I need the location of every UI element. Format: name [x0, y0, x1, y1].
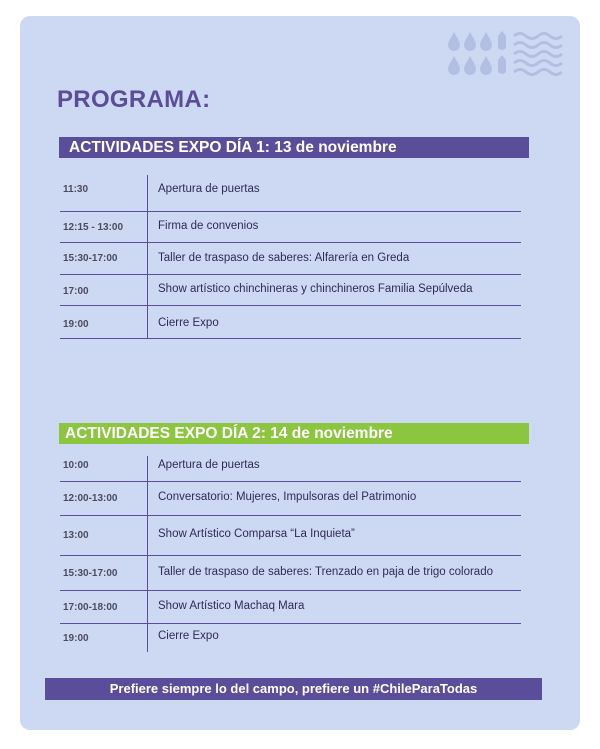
row-time: 12:00-13:00 [63, 493, 118, 504]
row-activity: Show Artístico Machaq Mara [158, 600, 305, 612]
row-activity: Cierre Expo [158, 317, 219, 329]
day1-schedule [60, 175, 521, 339]
row-time: 17:00 [63, 286, 89, 297]
row-time: 19:00 [63, 319, 89, 330]
day2-header: ACTIVIDADES EXPO DÍA 2: 14 de noviembre [59, 423, 529, 444]
row-time: 17:00-18:00 [63, 602, 118, 613]
row-activity: Apertura de puertas [158, 183, 260, 195]
schedule-row [60, 516, 521, 556]
day1-header: ACTIVIDADES EXPO DÍA 1: 13 de noviembre [59, 137, 529, 158]
row-time: 19:00 [63, 633, 89, 644]
row-activity: Conversatorio: Mujeres, Impulsoras del Patrimonio [158, 491, 417, 503]
schedule-row [60, 456, 521, 482]
row-activity: Show artístico chinchineras y chinchineros Familia Sepúlveda [158, 283, 473, 295]
row-time: 12:15 - 13:00 [63, 222, 124, 233]
row-time: 10:00 [63, 460, 89, 471]
schedule-row [60, 482, 521, 516]
row-time: 15:30-17:00 [63, 568, 118, 579]
schedule-row-last [60, 624, 521, 652]
schedule-row [60, 175, 521, 212]
row-activity: Apertura de puertas [158, 459, 260, 471]
schedule-row [60, 306, 521, 339]
row-activity: Taller de traspaso de saberes: Trenzado en paja de trigo colorado [158, 566, 493, 578]
row-activity: Taller de traspaso de saberes: Alfarería en Greda [158, 252, 410, 264]
drops-wheat-waves-logo [446, 30, 570, 82]
row-time: 13:00 [63, 530, 89, 541]
page-title: PROGRAMA: [57, 86, 211, 113]
row-activity: Show Artístico Comparsa “La Inquieta” [158, 528, 355, 540]
schedule-row [60, 556, 521, 591]
row-activity: Firma de convenios [158, 220, 259, 232]
row-activity: Cierre Expo [158, 630, 219, 642]
schedule-row [60, 243, 521, 275]
schedule-row [60, 591, 521, 624]
row-time: 11:30 [63, 184, 89, 195]
schedule-row [60, 275, 521, 306]
footer-banner: Prefiere siempre lo del campo, prefiere un #ChileParaTodas [45, 678, 542, 700]
row-time: 15:30-17:00 [63, 253, 118, 264]
day2-schedule [60, 456, 521, 652]
schedule-row [60, 212, 521, 243]
